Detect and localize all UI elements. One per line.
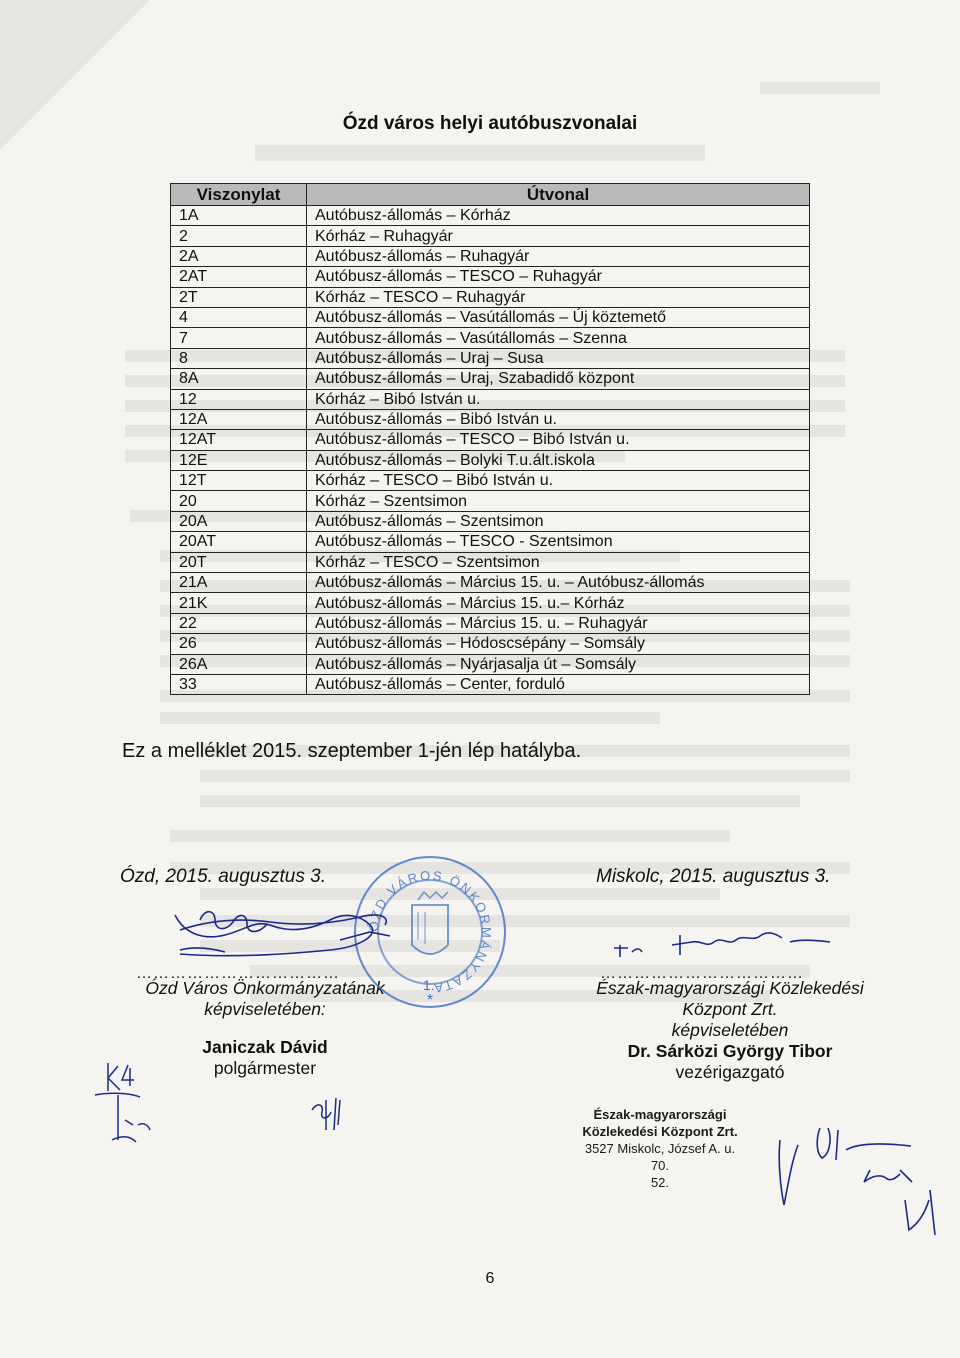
route-path-cell: Autóbusz-állomás – Vasútállomás – Szenna bbox=[307, 328, 810, 348]
company-stamp-line1: Észak-magyarországi bbox=[593, 1107, 727, 1122]
route-number-cell: 8 bbox=[171, 348, 307, 368]
company-stamp-line2: Közlekedési Központ Zrt. bbox=[582, 1124, 738, 1139]
route-number-cell: 12T bbox=[171, 471, 307, 491]
route-number-cell: 7 bbox=[171, 328, 307, 348]
route-number-cell: 2T bbox=[171, 287, 307, 307]
route-number-cell: 12E bbox=[171, 450, 307, 470]
route-number-cell: 12A bbox=[171, 409, 307, 429]
document-title: Ózd város helyi autóbuszvonalai bbox=[342, 113, 638, 134]
route-path-cell: Autóbusz-állomás – Center, forduló bbox=[307, 674, 810, 694]
left-margin-initials bbox=[95, 1063, 150, 1142]
route-number-cell: 12 bbox=[171, 389, 307, 409]
seal-text: ÓZD VÁROS ÖNKORMÁNYZATA bbox=[365, 867, 495, 997]
right-handwritten-signature bbox=[614, 933, 830, 957]
route-number-cell: 20AT bbox=[171, 532, 307, 552]
route-path-cell: Autóbusz-állomás – TESCO – Ruhagyár bbox=[307, 267, 810, 287]
route-number-cell: 2AT bbox=[171, 267, 307, 287]
route-number-cell: 26 bbox=[171, 634, 307, 654]
route-number-cell: 20 bbox=[171, 491, 307, 511]
route-number-cell: 26A bbox=[171, 654, 307, 674]
route-path-cell: Autóbusz-állomás – Uraj – Susa bbox=[307, 348, 810, 368]
effective-date-note: Ez a melléklet 2015. szeptember 1-jén lép hatályba. bbox=[122, 740, 582, 762]
route-path-cell: Autóbusz-állomás – Bolyki T.u.ált.iskola bbox=[307, 450, 810, 470]
right-org-line2: Központ Zrt. bbox=[682, 999, 778, 1019]
route-number-cell: 2 bbox=[171, 226, 307, 246]
route-number-cell: 21A bbox=[171, 573, 307, 593]
route-path-cell: Kórház – TESCO – Bibó István u. bbox=[307, 471, 810, 491]
route-number-cell: 33 bbox=[171, 674, 307, 694]
route-number-cell: 2A bbox=[171, 246, 307, 266]
right-signature-line: ……………………………… bbox=[600, 965, 804, 982]
left-paraph bbox=[312, 1098, 340, 1130]
company-stamp-line3: 3527 Miskolc, József A. u. 70. bbox=[584, 1141, 736, 1173]
seal-number: 1. bbox=[423, 977, 435, 993]
route-number-cell: 8A bbox=[171, 369, 307, 389]
left-place-date: Ózd, 2015. augusztus 3. bbox=[120, 866, 326, 887]
route-number-cell: 1A bbox=[171, 206, 307, 226]
route-path-cell: Autóbusz-állomás – Ruhagyár bbox=[307, 246, 810, 266]
header-route-path: Útvonal bbox=[307, 184, 810, 206]
company-stamp-line4: 52. bbox=[650, 1175, 670, 1190]
route-number-cell: 22 bbox=[171, 613, 307, 633]
page-number: 6 bbox=[485, 1270, 495, 1287]
route-path-cell: Autóbusz-állomás – TESCO - Szentsimon bbox=[307, 532, 810, 552]
route-path-cell: Kórház – Ruhagyár bbox=[307, 226, 810, 246]
route-path-cell: Autóbusz-állomás – Kórház bbox=[307, 206, 810, 226]
route-path-cell: Autóbusz-állomás – Bibó István u. bbox=[307, 409, 810, 429]
right-org-line1: Észak-magyarországi Közlekedési bbox=[596, 978, 864, 998]
right-signatory-role: vezérigazgató bbox=[675, 1062, 785, 1082]
route-path-cell: Autóbusz-állomás – Március 15. u. – Autóbusz-állomás bbox=[307, 573, 810, 593]
route-number-cell: 20T bbox=[171, 552, 307, 572]
left-signature-line: ……………………………… bbox=[136, 965, 340, 982]
right-signatory-name: Dr. Sárközi György Tibor bbox=[627, 1041, 833, 1061]
left-org-line2: képviseletében: bbox=[204, 999, 326, 1019]
route-number-cell: 12AT bbox=[171, 430, 307, 450]
route-number-cell: 21K bbox=[171, 593, 307, 613]
right-org-line3: képviseletében bbox=[671, 1020, 789, 1040]
route-path-cell: Autóbusz-állomás – Március 15. u. – Ruhagyár bbox=[307, 613, 810, 633]
right-place-date: Miskolc, 2015. augusztus 3. bbox=[596, 866, 831, 887]
route-path-cell: Autóbusz-állomás – Szentsimon bbox=[307, 511, 810, 531]
route-path-cell: Kórház – Bibó István u. bbox=[307, 389, 810, 409]
route-path-cell: Autóbusz-állomás – Nyárjasalja út – Somsály bbox=[307, 654, 810, 674]
route-number-cell: 20A bbox=[171, 511, 307, 531]
right-paraph bbox=[779, 1128, 935, 1235]
route-path-cell: Kórház – TESCO – Ruhagyár bbox=[307, 287, 810, 307]
route-path-cell: Autóbusz-állomás – Március 15. u.– Kórház bbox=[307, 593, 810, 613]
route-path-cell: Autóbusz-állomás – TESCO – Bibó István u. bbox=[307, 430, 810, 450]
left-signatory-name: Janiczak Dávid bbox=[202, 1037, 328, 1057]
left-signatory-role: polgármester bbox=[213, 1058, 317, 1078]
route-path-cell: Autóbusz-állomás – Uraj, Szabadidő központ bbox=[307, 369, 810, 389]
route-number-cell: 4 bbox=[171, 307, 307, 327]
header-route-number: Viszonylat bbox=[171, 184, 307, 206]
route-path-cell: Autóbusz-állomás – Vasútállomás – Új köztemető bbox=[307, 307, 810, 327]
route-path-cell: Kórház – Szentsimon bbox=[307, 491, 810, 511]
left-org-line1: Ózd Város Önkormányzatának bbox=[145, 978, 385, 998]
route-path-cell: Kórház – TESCO – Szentsimon bbox=[307, 552, 810, 572]
route-path-cell: Autóbusz-állomás – Hódoscsépány – Somsály bbox=[307, 634, 810, 654]
seal-star-icon: * bbox=[426, 992, 434, 1009]
